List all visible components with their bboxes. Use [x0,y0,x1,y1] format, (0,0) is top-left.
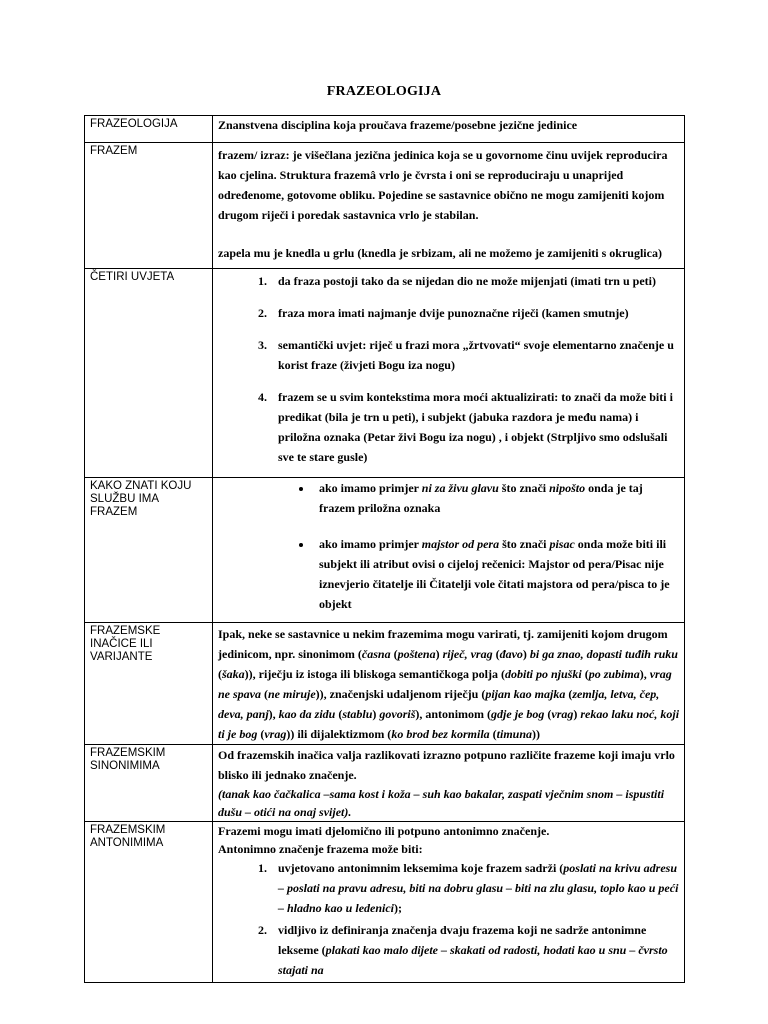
antonym-list [218,858,680,980]
definition-text: Znanstvena disciplina koja proučava frazeme/posebne jezične jedinice [218,118,578,132]
definition-cell [213,478,685,623]
definition-cell [213,143,685,269]
term-cell: FRAZEMSKE INAČICE ILI VARIJANTE [85,623,213,745]
definition-text: Ipak, neke se sastavnice u nekim frazemima mogu varirati, tj. zamijeniti kojom drugom jedinicom, npr. sinonimom (časna (poštena) riječ, vrag (đavo) bi ga znao, dopasti tuđih ruku (šaka)), riječju iz istoga ili bliskoga semantičkoga polja (dobiti po njuški (po zubima), vrag ne spava (ne miruje)), značenjski udaljenom riječju (pijan kao majka (zemlja, letva, čep, deva, panj), kao da zidu (stablu) govoriš), antonimom (gdje je bog (vrag) rekao laku noć, koji ti je bog (vrag)) ili dijalektizmom (ko brod bez kormila (timuna)) [218,627,680,741]
list-item: 2. vidljivo iz definiranja značenja dvaju frazema koji ne sadrže antonimne lekseme (plakati kao malo dijete – skakati od radosti, hodati kao u snu – čvrsto stajati na [270,920,680,980]
list-item: 2. fraza mora imati najmanje dvije punoznačne riječi (kamen smutnje) [270,303,680,323]
document-title: FRAZEOLOGIJA [326,84,442,99]
term-cell: FRAZEM [85,143,213,269]
definition-cell [213,822,685,983]
term-cell: ČETIRI UVJETA [85,269,213,478]
definition-text: frazem/ izraz: je višečlana jezična jedinica koja se u govornome činu uvijek reproducira kao cjelina. Struktura frazemâ vrlo je čvrsta i oni se reproduciraju u unaprijed određenome, gotovome obliku. Pojedine se sastavnice obično ne mogu zamijeniti kojom drugom riječi i poredak sastavnica vrlo je stabilan. [218,148,668,222]
list-item: • ako imamo primjer ni za živu glavu što znači nipošto onda je taj frazem priložna oznaka [313,478,680,518]
term-cell: FRAZEMSKIM SINONIMIMA [85,745,213,822]
table-row [85,116,685,143]
conditions-list [218,271,680,467]
list-item: • ako imamo primjer majstor od pera što znači pisac onda može biti ili subjekt ili atribut ovisi o cijeloj rečenici: Majstor od pera/Pisac nije iznevjerio čitatelje ili Čitatelji vole čitati majstora od pera/pisca to je objekt [313,534,680,614]
definition-text: Antonimno značenje frazema može biti: [218,842,423,856]
definition-text: Od frazemskih inačica valja razlikovati izrazno potpuno različite frazeme koji imaju vrlo blisko ili jednako značenje. [218,748,675,782]
list-item: 1. da fraza postoji tako da se nijedan dio ne može mijenjati (imati trn u peti) [270,271,680,291]
bullet-list [218,478,680,614]
glossary-table [84,115,685,983]
definition-cell [213,745,685,822]
list-item: 4. frazem se u svim kontekstima mora moći aktualizirati: to znači da može biti i predikat (bila je trn u peti), i subjekt (jabuka razdora je među nama) i priložna oznaka (Petar živi Bogu iza nogu) , i objekt (Strpljivo smo odslušali sve te stare gusle) [270,387,680,467]
example-text: zapela mu je knedla u grlu (knedla je srbizam, ali ne možemo je zamijeniti s okruglica) [218,246,662,260]
definition-cell [213,623,685,745]
list-item: 1. uvjetovano antonimnim leksemima koje frazem sadrži (poslati na krivu adresu – poslati na pravu adresu, biti na dobru glasu – biti na zlu glasu, toplo kao u peći – hladno kao u ledenici); [270,858,680,918]
table-row [85,143,685,269]
table-row [85,478,685,623]
term-cell: FRAZEOLOGIJA [85,116,213,143]
table-row [85,269,685,478]
definition-text: Frazemi mogu imati djelomično ili potpuno antonimno značenje. [218,824,550,838]
term-cell: FRAZEMSKIM ANTONIMIMA [85,822,213,983]
definition-cell [213,269,685,478]
list-item: 3. semantički uvjet: riječ u frazi mora „žrtvovati“ svoje elementarno značenje u korist fraze (živjeti Bogu iza nogu) [270,335,680,375]
example-text: (tanak kao čačkalica –sama kost i koža – suh kao bakalar, zaspati vječnim snom – ispustiti dušu – otići na onaj svijet). [218,787,665,819]
table-row [85,623,685,745]
definition-cell [213,116,685,143]
table-row [85,822,685,983]
table-row [85,745,685,822]
term-cell: KAKO ZNATI KOJU SLUŽBU IMA FRAZEM [85,478,213,623]
